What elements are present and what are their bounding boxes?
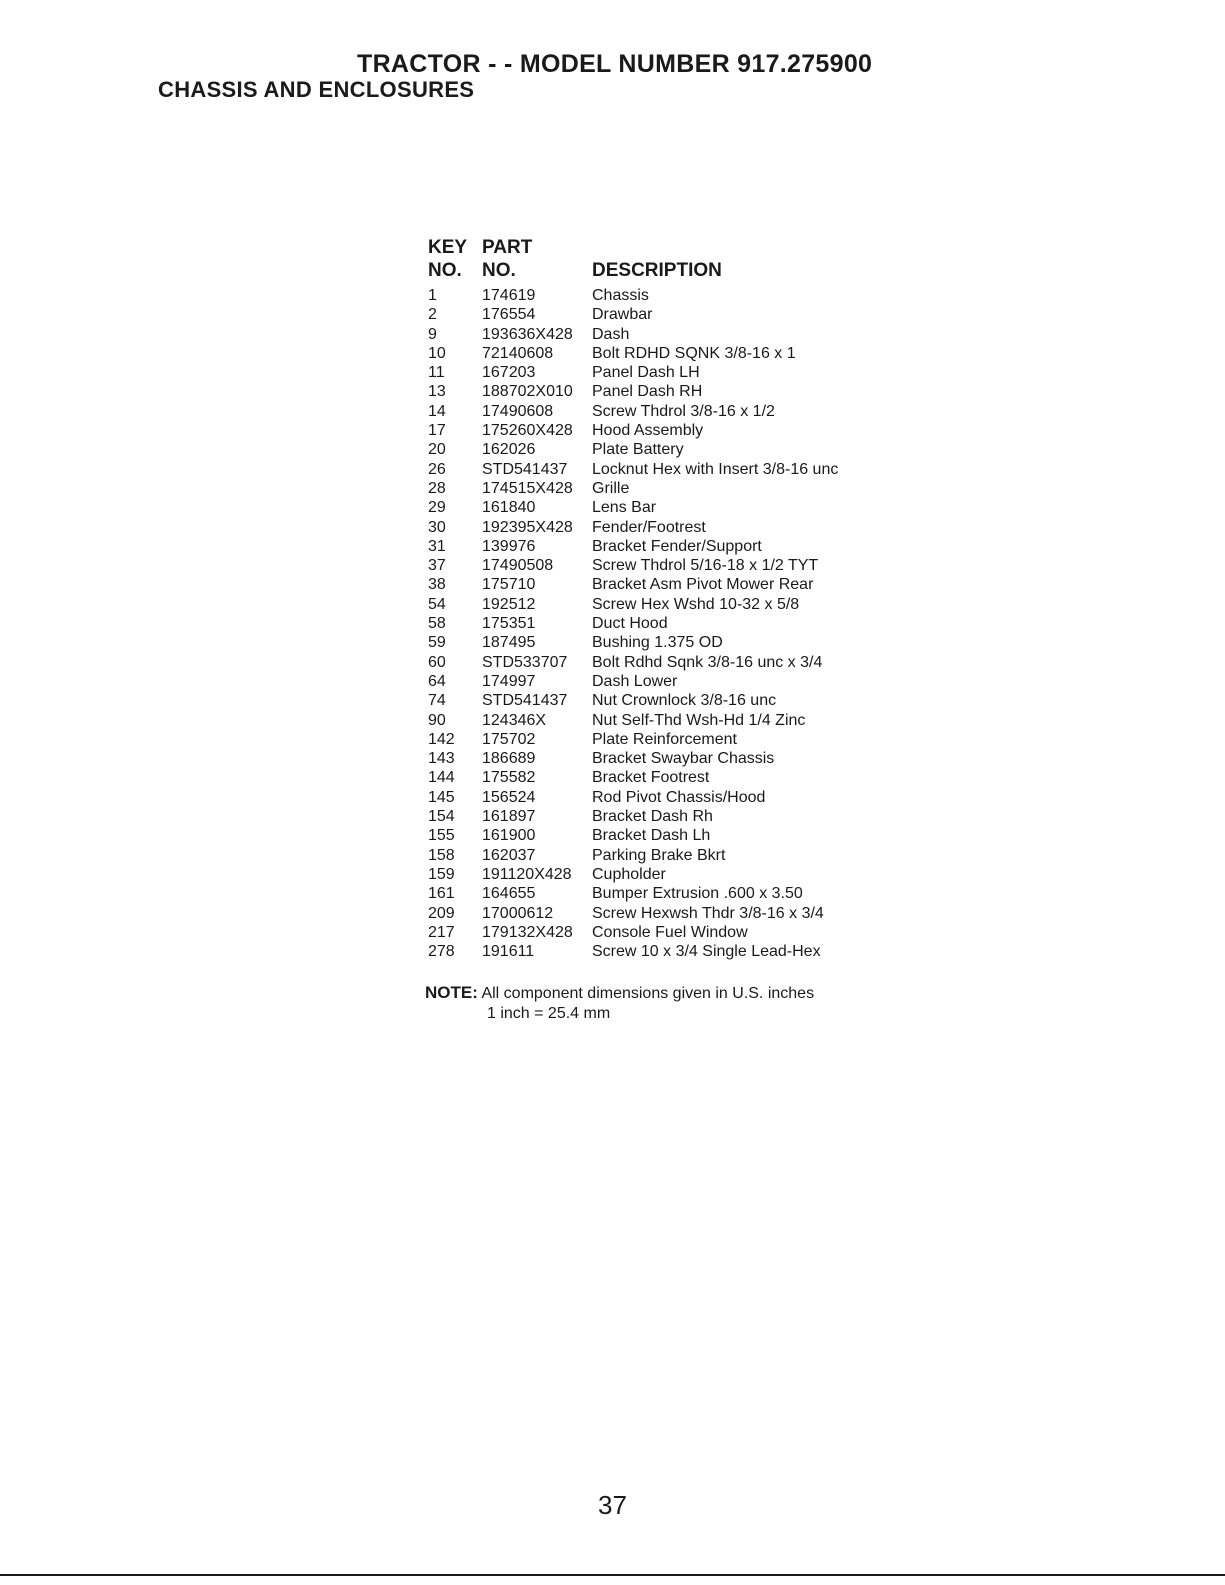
table-row [428, 942, 948, 961]
part-no-cell: 139976 [482, 537, 536, 555]
part-no-cell: 161840 [482, 499, 536, 517]
table-row [428, 904, 948, 923]
description-cell: Screw Thdrol 3/8-16 x 1/2 [592, 402, 775, 420]
key-no-cell: 278 [428, 943, 455, 961]
part-no-cell: 17490608 [482, 402, 554, 420]
note [425, 983, 814, 1023]
table-row [428, 711, 948, 730]
table-row [428, 653, 948, 672]
part-no-cell: 191120X428 [482, 865, 572, 883]
description-cell: Drawbar [592, 306, 653, 324]
key-no-cell: 161 [428, 885, 455, 903]
key-no-cell: 29 [428, 499, 446, 517]
table-row [428, 788, 948, 807]
description-cell: Nut Crownlock 3/8-16 unc [592, 692, 777, 710]
table-row [428, 325, 948, 344]
part-no-cell: 167203 [482, 364, 536, 382]
table-row [428, 402, 948, 421]
description-cell: Parking Brake Bkrt [592, 846, 726, 864]
key-no-cell: 2 [428, 306, 437, 324]
part-no-cell: 193636X428 [482, 325, 573, 343]
column-header-row-2 [428, 259, 948, 282]
table-row [428, 691, 948, 710]
part-no-cell: 161897 [482, 808, 536, 826]
table-row [428, 633, 948, 652]
part-no-cell: 164655 [482, 885, 536, 903]
key-no-cell: 155 [428, 827, 455, 845]
part-no-cell: 17000612 [482, 904, 554, 922]
table-row [428, 421, 948, 440]
table-row [428, 382, 948, 401]
part-no-header: NO. [482, 260, 516, 281]
part-no-cell: 174515X428 [482, 479, 573, 497]
table-row [428, 286, 948, 305]
part-no-cell: STD541437 [482, 460, 568, 478]
table-row [428, 479, 948, 498]
key-no-cell: 37 [428, 557, 446, 575]
description-cell: Screw Hex Wshd 10-32 x 5/8 [592, 595, 800, 613]
note-conversion: 1 inch = 25.4 mm [487, 1004, 611, 1022]
description-cell: Bracket Swaybar Chassis [592, 750, 775, 768]
description-cell: Dash Lower [592, 672, 678, 690]
key-no-cell: 10 [428, 344, 446, 362]
description-cell: Bracket Asm Pivot Mower Rear [592, 576, 814, 594]
key-no-cell: 11 [428, 364, 445, 382]
description-cell: Duct Hood [592, 615, 668, 633]
description-cell: Chassis [592, 287, 649, 304]
description-cell: Plate Reinforcement [592, 730, 737, 748]
description-cell: Locknut Hex with Insert 3/8-16 unc [592, 460, 839, 478]
description-cell: Dash [592, 325, 630, 343]
description-cell: Bracket Footrest [592, 769, 710, 787]
key-no-cell: 209 [428, 904, 455, 922]
key-no-cell: 9 [428, 325, 437, 343]
key-no-cell: 145 [428, 788, 455, 806]
table-row [428, 730, 948, 749]
part-no-cell: 186689 [482, 750, 536, 768]
description-cell: Cupholder [592, 865, 666, 883]
description-cell: Fender/Footrest [592, 518, 706, 536]
part-no-cell: 175702 [482, 730, 536, 748]
key-no-cell: 31 [428, 537, 446, 555]
key-no-cell: 74 [428, 692, 446, 710]
key-no-cell: 159 [428, 865, 455, 883]
key-no-cell: 14 [428, 402, 446, 420]
part-no-cell: 174997 [482, 672, 536, 690]
table-row [428, 537, 948, 556]
description-column-header: DESCRIPTION [592, 260, 722, 281]
part-no-cell: 179132X428 [482, 923, 573, 941]
key-no-cell: 154 [428, 808, 455, 826]
description-cell: Hood Assembly [592, 422, 704, 440]
part-no-cell: 162037 [482, 846, 536, 864]
table-row [428, 614, 948, 633]
key-no-cell: 64 [428, 672, 446, 690]
part-no-cell: 192395X428 [482, 518, 573, 536]
description-cell: Bumper Extrusion .600 x 3.50 [592, 885, 803, 903]
description-cell: Panel Dash LH [592, 364, 700, 382]
key-no-cell: 13 [428, 383, 446, 401]
key-no-cell: 26 [428, 460, 446, 478]
table-row [428, 749, 948, 768]
key-no-cell: 1 [428, 287, 437, 304]
key-no-cell: 30 [428, 518, 446, 536]
part-no-cell: 72140608 [482, 344, 554, 362]
description-cell: Panel Dash RH [592, 383, 703, 401]
table-row [428, 556, 948, 575]
table-row [428, 672, 948, 691]
note-label: NOTE: [425, 983, 478, 1002]
part-no-cell: 175260X428 [482, 422, 573, 440]
part-no-cell: 156524 [482, 788, 536, 806]
part-no-cell: 191611 [482, 943, 535, 961]
table-row [428, 344, 948, 363]
table-row [428, 518, 948, 537]
part-no-cell: 175351 [482, 615, 536, 633]
key-no-cell: 90 [428, 711, 446, 729]
description-cell: Screw 10 x 3/4 Single Lead-Hex [592, 943, 821, 961]
description-cell: Bolt Rdhd Sqnk 3/8-16 unc x 3/4 [592, 653, 823, 671]
description-cell: Bracket Dash Rh [592, 808, 713, 826]
description-cell: Console Fuel Window [592, 923, 748, 941]
key-column-header: KEY [428, 237, 468, 258]
table-row [428, 595, 948, 614]
key-no-cell: 158 [428, 846, 455, 864]
description-cell: Screw Hexwsh Thdr 3/8-16 x 3/4 [592, 904, 824, 922]
key-no-cell: 59 [428, 634, 446, 652]
table-row [428, 498, 948, 517]
key-no-cell: 143 [428, 750, 455, 768]
description-cell: Screw Thdrol 5/16-18 x 1/2 TYT [592, 557, 819, 575]
part-no-cell: STD541437 [482, 692, 568, 710]
key-no-header: NO. [428, 260, 462, 281]
page-title: TRACTOR - - MODEL NUMBER 917.275900 [357, 50, 873, 78]
part-no-cell: 175710 [482, 576, 536, 594]
table-row [428, 305, 948, 324]
table-row [428, 460, 948, 479]
table-row [428, 768, 948, 787]
table-row [428, 575, 948, 594]
part-no-cell: 176554 [482, 306, 536, 324]
part-no-cell: 17490508 [482, 557, 554, 575]
description-cell: Lens Bar [592, 499, 657, 517]
note-text: All component dimensions given in U.S. inches [481, 985, 815, 1002]
part-no-cell: 124346X [482, 711, 547, 729]
parts-rows [428, 286, 948, 961]
description-cell: Bracket Fender/Support [592, 537, 762, 555]
parts-list [428, 236, 948, 961]
key-no-cell: 28 [428, 479, 446, 497]
description-cell: Nut Self-Thd Wsh-Hd 1/4 Zinc [592, 711, 806, 729]
part-no-cell: 174619 [482, 287, 536, 304]
bottom-rule [0, 1574, 1225, 1576]
part-no-cell: 187495 [482, 634, 536, 652]
part-no-cell: 192512 [482, 595, 536, 613]
key-no-cell: 217 [428, 923, 455, 941]
table-row [428, 865, 948, 884]
table-row [428, 923, 948, 942]
part-no-cell: STD533707 [482, 653, 568, 671]
description-cell: Bracket Dash Lh [592, 827, 711, 845]
description-cell: Bolt RDHD SQNK 3/8-16 x 1 [592, 344, 796, 362]
key-no-cell: 142 [428, 730, 455, 748]
description-cell: Grille [592, 479, 630, 497]
column-header-row-1 [428, 236, 948, 259]
table-row [428, 440, 948, 459]
part-no-cell: 161900 [482, 827, 536, 845]
description-cell: Rod Pivot Chassis/Hood [592, 788, 766, 806]
key-no-cell: 20 [428, 441, 446, 459]
table-row [428, 884, 948, 903]
key-no-cell: 38 [428, 576, 446, 594]
key-no-cell: 144 [428, 769, 455, 787]
part-no-cell: 188702X010 [482, 383, 573, 401]
table-row [428, 826, 948, 845]
table-row [428, 846, 948, 865]
key-no-cell: 17 [428, 422, 446, 440]
description-cell: Plate Battery [592, 441, 684, 459]
table-row [428, 807, 948, 826]
section-subtitle: CHASSIS AND ENCLOSURES [158, 77, 475, 102]
table-row [428, 363, 948, 382]
page-number: 37 [598, 1490, 627, 1520]
key-no-cell: 58 [428, 615, 446, 633]
description-cell: Bushing 1.375 OD [592, 634, 723, 652]
key-no-cell: 54 [428, 595, 446, 613]
part-no-cell: 162026 [482, 441, 536, 459]
part-column-header: PART [482, 237, 533, 258]
key-no-cell: 60 [428, 653, 446, 671]
part-no-cell: 175582 [482, 769, 536, 787]
